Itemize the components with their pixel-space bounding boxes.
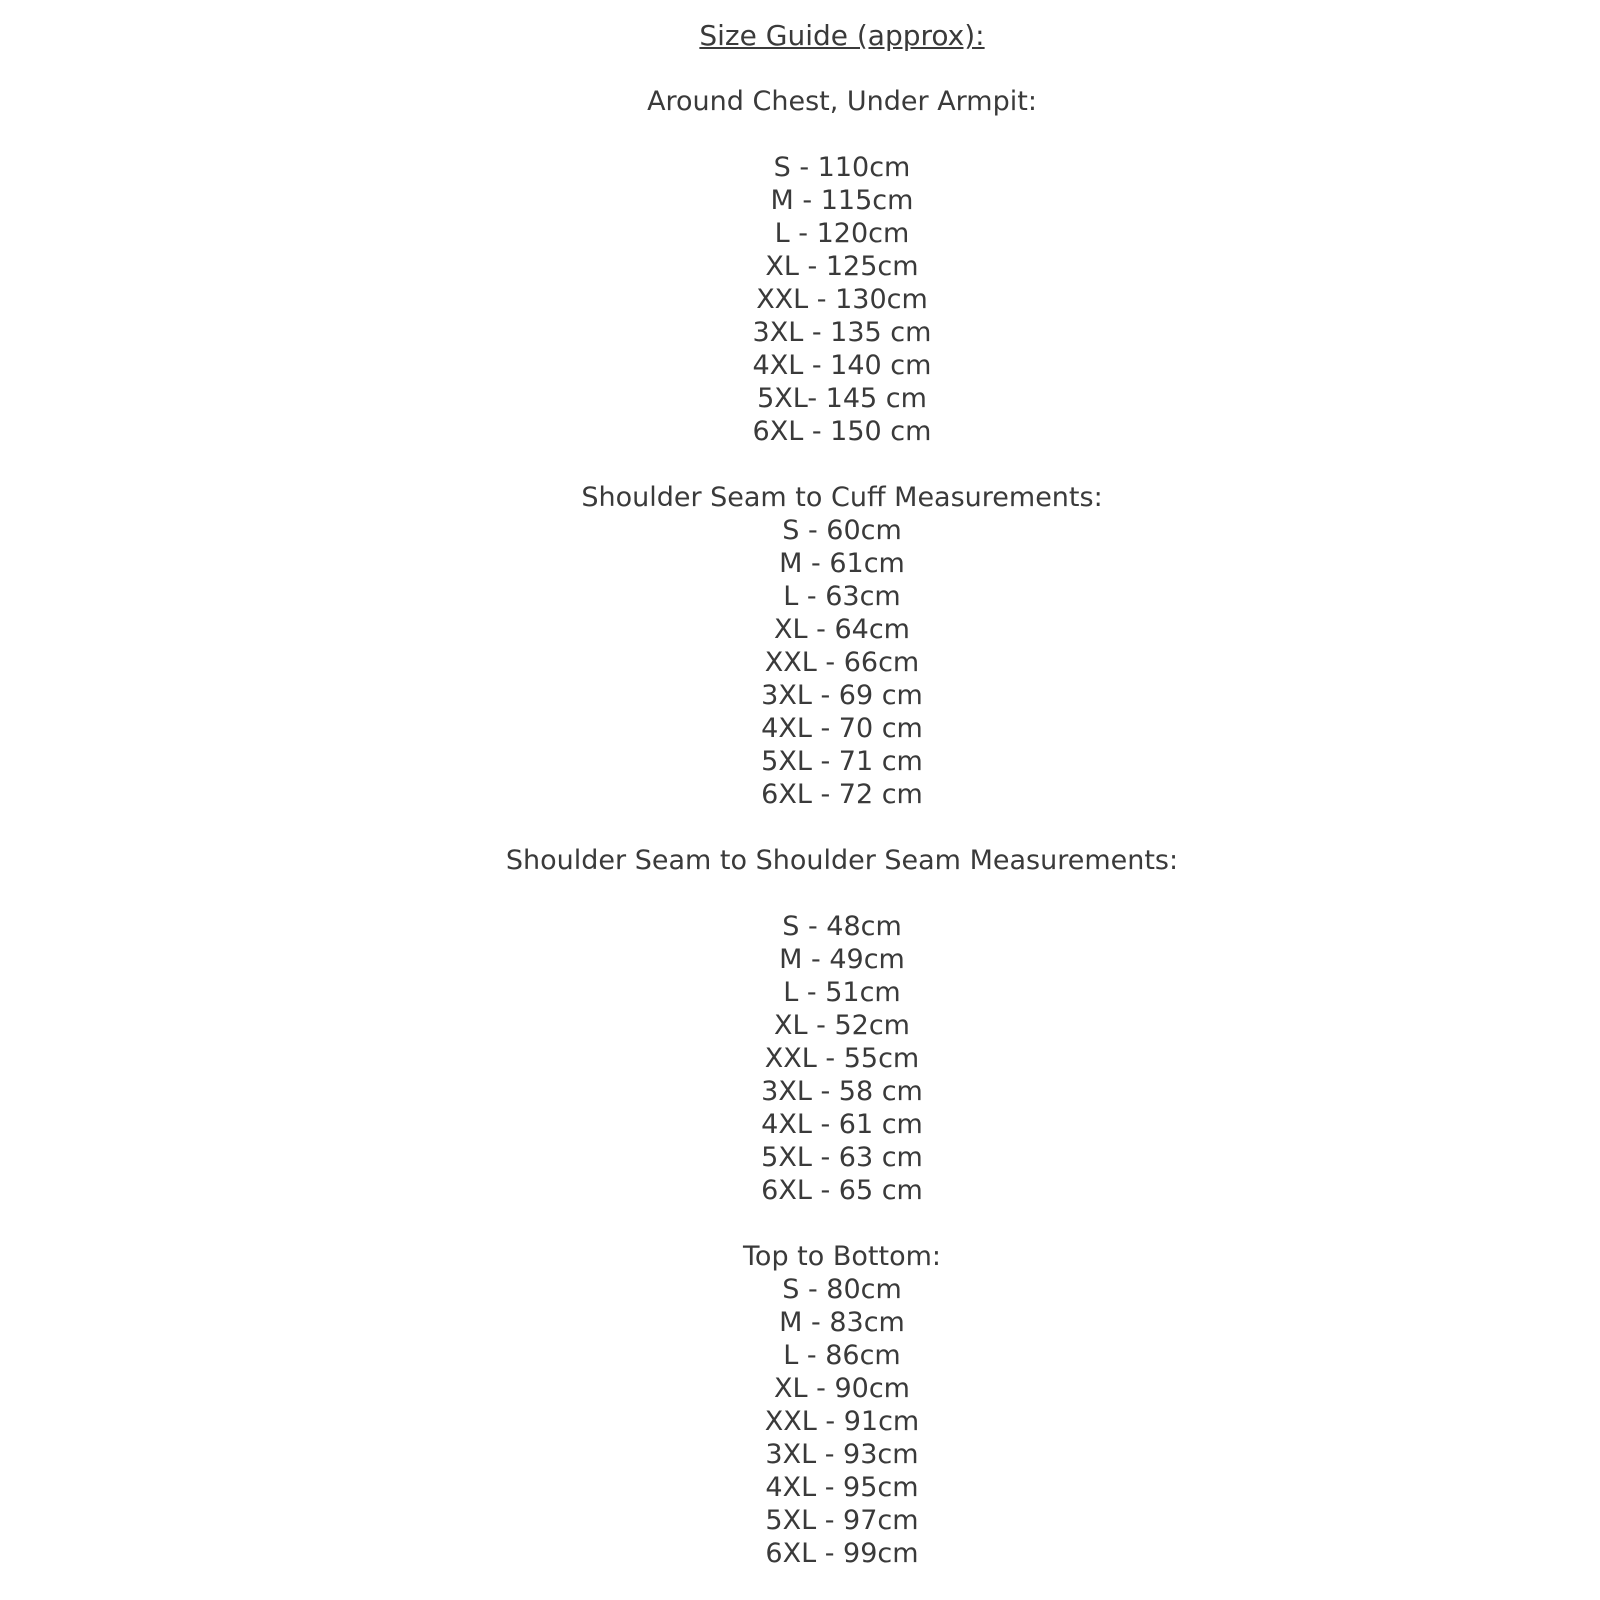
size-item: 5XL- 145 cm xyxy=(757,383,927,414)
size-item: 6XL - 72 cm xyxy=(761,779,923,810)
size-item: S - 110cm xyxy=(773,152,911,183)
size-item: M - 115cm xyxy=(770,185,914,216)
section-heading: Shoulder Seam to Cuff Measurements: xyxy=(581,482,1103,513)
size-item: XL - 64cm xyxy=(774,614,910,645)
section-items xyxy=(42,910,1600,1207)
size-item: 3XL - 58 cm xyxy=(761,1076,923,1107)
section-items xyxy=(42,1273,1600,1570)
size-section xyxy=(42,481,1600,811)
size-item: 5XL - 63 cm xyxy=(761,1142,923,1173)
size-section xyxy=(42,85,1600,448)
size-item: M - 83cm xyxy=(779,1307,905,1338)
size-section xyxy=(42,1240,1600,1570)
size-item: 6XL - 65 cm xyxy=(761,1175,923,1206)
size-item: XXL - 66cm xyxy=(764,647,920,678)
page-title: Size Guide (approx): xyxy=(699,19,985,52)
size-item: L - 63cm xyxy=(783,581,901,612)
section-heading: Top to Bottom: xyxy=(743,1241,941,1272)
size-item: XL - 125cm xyxy=(765,251,919,282)
section-heading: Shoulder Seam to Shoulder Seam Measurements: xyxy=(505,845,1179,876)
size-item: XL - 52cm xyxy=(774,1010,910,1041)
size-item: XXL - 55cm xyxy=(764,1043,920,1074)
size-item: 5XL - 71 cm xyxy=(761,746,923,777)
size-item: 6XL - 150 cm xyxy=(752,416,932,447)
size-item: 3XL - 69 cm xyxy=(761,680,923,711)
size-item: 4XL - 140 cm xyxy=(752,350,932,381)
size-item: M - 61cm xyxy=(779,548,905,579)
section-heading: Around Chest, Under Armpit: xyxy=(647,86,1037,117)
size-item: 5XL - 97cm xyxy=(765,1505,919,1536)
section-items xyxy=(42,151,1600,448)
section-items xyxy=(42,514,1600,811)
size-item: XXL - 91cm xyxy=(764,1406,920,1437)
size-item: S - 80cm xyxy=(782,1274,902,1305)
size-item: 6XL - 99cm xyxy=(765,1538,919,1569)
size-item: M - 49cm xyxy=(779,944,905,975)
size-item: 3XL - 93cm xyxy=(765,1439,919,1470)
size-section xyxy=(42,844,1600,1207)
size-item: XL - 90cm xyxy=(774,1373,910,1404)
size-item: L - 120cm xyxy=(774,218,910,249)
size-guide-page xyxy=(42,0,1600,1570)
size-item: S - 60cm xyxy=(782,515,902,546)
size-item: 4XL - 95cm xyxy=(765,1472,919,1503)
size-item: 4XL - 70 cm xyxy=(761,713,923,744)
size-item: L - 86cm xyxy=(783,1340,901,1371)
size-item: S - 48cm xyxy=(782,911,902,942)
size-item: XXL - 130cm xyxy=(756,284,928,315)
size-item: L - 51cm xyxy=(783,977,901,1008)
size-guide-sections xyxy=(42,85,1600,1570)
size-item: 4XL - 61 cm xyxy=(761,1109,923,1140)
size-item: 3XL - 135 cm xyxy=(752,317,932,348)
